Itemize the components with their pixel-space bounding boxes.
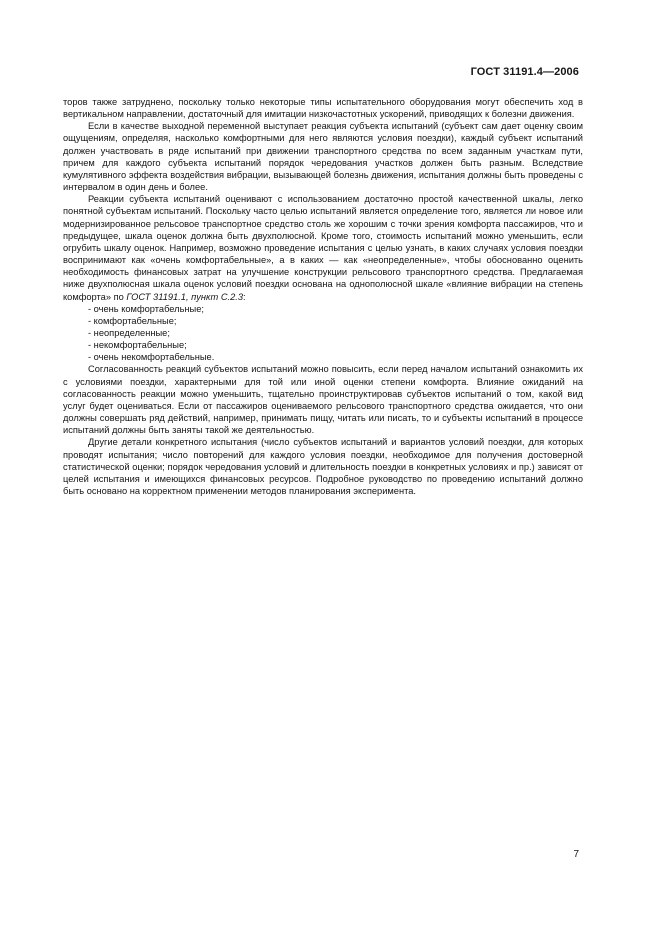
list-item: - очень некомфортабельные. xyxy=(88,352,215,363)
standard-reference: ГОСТ 31191.1, пункт С.2.3 xyxy=(126,291,244,302)
paragraph-test-details: Другие детали конкретного испытания (число субъектов испытаний и вариантов условий поездки, для которых проводят испытания; число повторений для каждого условия поездки, необходимое для получения достоверной статистической оценки; порядок чередования условий и длительность поездки в конкретных условиях и пр.) зависят от целей испытания и имеющихся финансовых ресурсов. Подробное руководство по проведению испытаний должно быть основано на корректном применении методов планирования эксперимента. xyxy=(63,437,583,496)
paragraph-rating-scale xyxy=(63,193,583,302)
page-number: 7 xyxy=(573,849,579,860)
list-item: - неопределенные; xyxy=(88,327,170,338)
list-item: - некомфортабельные; xyxy=(88,340,187,351)
rating-scale-list xyxy=(63,303,583,364)
paragraph-subject-response: Если в качестве выходной переменной выступает реакция субъекта испытаний (субъект сам дает оценку своим ощущениям, определяя, насколько комфортными для него являются условия поездки), каждый субъект испытаний должен участвовать в ряде испытаний при движении транспортного средства по всем заданным участкам пути, причем для каждого субъекта испытаний порядок чередования участков должен быть разным. Вследствие кумулятивного эффекта воздействия вибрации, вызывающей болезнь движения, испытания должны быть проведены с интервалом в один день и более. xyxy=(63,121,583,193)
paragraph-rating-scale-end: : xyxy=(243,291,246,302)
paragraph-rating-scale-text: Реакции субъекта испытаний оценивают с использованием достаточно простой качественной шкалы, легко понятной субъектам испытаний. Поскольку часто целью испытаний является определение того, является ли новое или модернизированное рельсовое транспортное средство столь же хорошим с точки зрения комфорта пассажиров, что и предыдущее, шкала оценок должна быть двухполюсной. Кроме того, стоимость испытаний можно уменьшить, если огрубить шкалу оценок. Например, возможно проведение испытания с целью узнать, в каких случаях условия поездки воспринимают как «очень комфортабельные», а в каких — как «неопределенные», чтобы обоснованно оценить необходимость финансовых затрат на улучшение конструкции рельсового транспортного средства. Предлагаемая ниже двухполюсная шкала оценок условий поездки основана на однополюсной шкале «влияние вибрации на степень комфорта» по xyxy=(63,194,583,302)
document-header: ГОСТ 31191.4—2006 xyxy=(470,66,579,78)
list-item: - очень комфортабельные; xyxy=(88,303,204,314)
paragraph-consistency: Согласованность реакций субъектов испытаний можно повысить, если перед началом испытаний ознакомить их с условиями поездки, характерными для той или иной оценки степени комфорта. Влияние ожиданий на согласованность реакции можно уменьшить, тщательно проинструктировав субъектов испытаний о том, какой вид услуг будет оцениваться. Если от пассажиров оцениваемого рельсового транспортного средства ожидается, что они должны совершать ряд действий, например, принимать пищу, читать или писать, то и субъекты испытаний в процессе испытаний должны быть заняты такой же деятельностью. xyxy=(63,364,583,436)
list-item: - комфортабельные; xyxy=(88,315,177,326)
document-body xyxy=(63,96,583,497)
paragraph-continuation: торов также затруднено, поскольку только некоторые типы испытательного оборудования могут обеспечить ход в вертикальном направлении, достаточный для имитации низкочастотных ускорений, приводящих к болезни движения. xyxy=(63,97,583,120)
